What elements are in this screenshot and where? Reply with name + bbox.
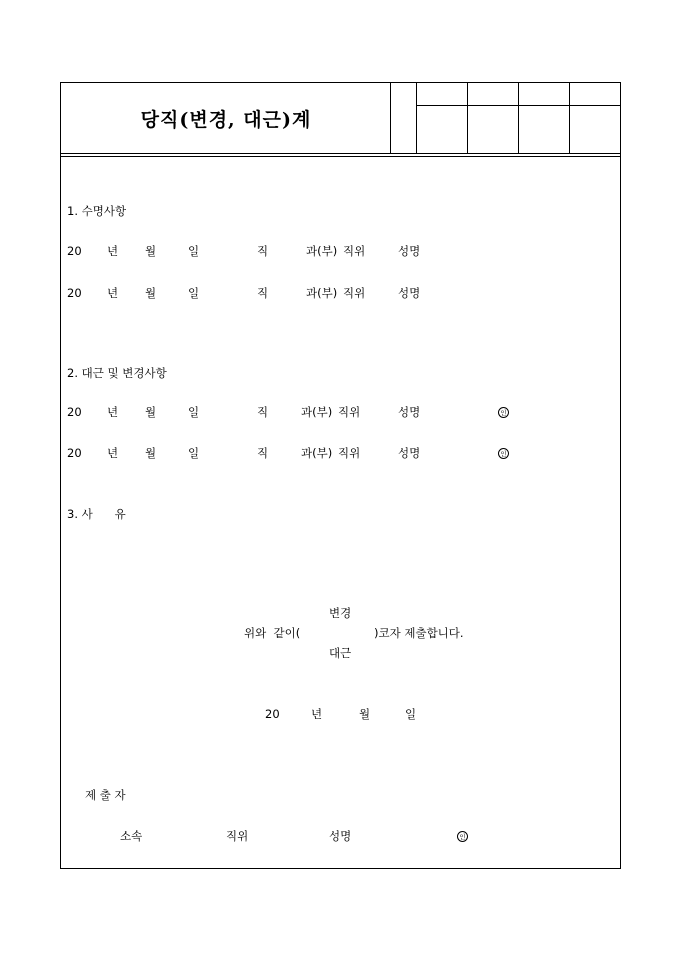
approval-box-divider xyxy=(518,83,519,153)
month-label: 월 xyxy=(145,244,157,258)
seal-mark: 인 xyxy=(457,831,468,842)
duty-label: 직 xyxy=(257,446,269,460)
department-label: 과(부) xyxy=(301,446,333,460)
section2-heading: 2. 대근 및 변경사항 xyxy=(67,366,167,380)
seal-mark: 인 xyxy=(498,448,509,459)
month-label: 월 xyxy=(359,707,371,721)
header-divider xyxy=(61,153,620,154)
day-label: 일 xyxy=(188,405,200,419)
name-label: 성명 xyxy=(398,446,421,460)
year-label: 년 xyxy=(107,244,119,258)
option-substitute: 대근 xyxy=(329,646,352,660)
year-label: 년 xyxy=(107,286,119,300)
statement-start: 위와 같이( xyxy=(244,626,301,640)
month-label: 월 xyxy=(145,286,157,300)
year-prefix: 20 xyxy=(67,244,82,258)
position-label: 직위 xyxy=(343,244,366,258)
position-label: 직위 xyxy=(226,829,249,843)
position-label: 직위 xyxy=(343,286,366,300)
name-label: 성명 xyxy=(329,829,352,843)
position-label: 직위 xyxy=(338,405,361,419)
year-prefix: 20 xyxy=(67,446,82,460)
day-label: 일 xyxy=(188,286,200,300)
seal-mark: 인 xyxy=(498,407,509,418)
duty-label: 직 xyxy=(257,405,269,419)
year-label: 년 xyxy=(107,446,119,460)
year-prefix: 20 xyxy=(67,405,82,419)
approval-box-divider xyxy=(390,83,391,153)
month-label: 월 xyxy=(145,405,157,419)
statement-end: )코자 제출합니다. xyxy=(374,626,464,640)
approval-box-row-line xyxy=(416,105,621,106)
day-label: 일 xyxy=(405,707,417,721)
form-frame xyxy=(60,82,621,869)
affiliation-label: 소속 xyxy=(120,829,143,843)
submitter-heading: 제 출 자 xyxy=(85,788,126,802)
option-change: 변경 xyxy=(329,606,352,620)
name-label: 성명 xyxy=(398,244,421,258)
name-label: 성명 xyxy=(398,286,421,300)
department-label: 과(부) xyxy=(306,286,338,300)
day-label: 일 xyxy=(188,244,200,258)
department-label: 과(부) xyxy=(301,405,333,419)
month-label: 월 xyxy=(145,446,157,460)
approval-box-divider xyxy=(467,83,468,153)
duty-label: 직 xyxy=(257,244,269,258)
approval-box-divider xyxy=(569,83,570,153)
year-prefix: 20 xyxy=(265,707,280,721)
section1-heading: 1. 수명사항 xyxy=(67,204,127,218)
position-label: 직위 xyxy=(338,446,361,460)
name-label: 성명 xyxy=(398,405,421,419)
year-label: 년 xyxy=(311,707,323,721)
duty-label: 직 xyxy=(257,286,269,300)
department-label: 과(부) xyxy=(306,244,338,258)
form-title: 당직(변경, 대근)계 xyxy=(140,109,312,131)
year-prefix: 20 xyxy=(67,286,82,300)
header-divider xyxy=(61,156,620,157)
approval-box-divider xyxy=(416,83,417,153)
year-label: 년 xyxy=(107,405,119,419)
section3-heading: 3. 사 유 xyxy=(67,507,126,521)
day-label: 일 xyxy=(188,446,200,460)
